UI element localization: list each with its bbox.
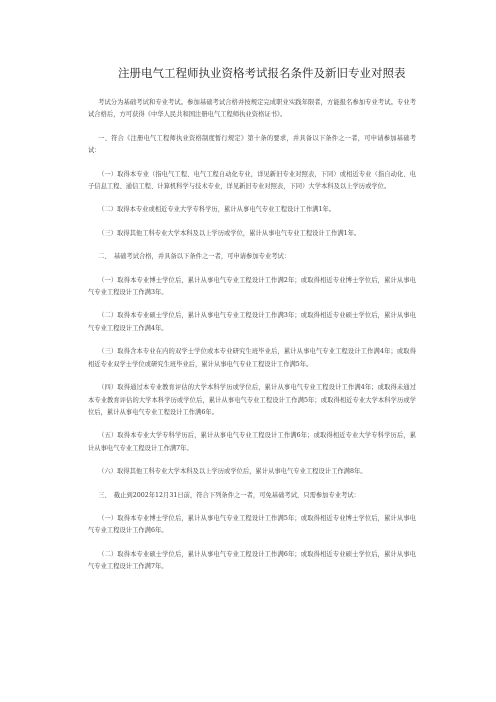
section-two-item-1: （一）取得本专业博士学位后，累计从事电气专业工程设计工作满2年；或取得相近专业博士学位后，累计从事电气专业工程设计工作满3年。: [88, 276, 416, 297]
intro-paragraph: 考试分为基础考试和专业考试。参加基础考试合格并按规定完成职业实践年限者，方能报名参加专业考试。专业考试合格后，方可获得《中华人民共和国注册电气工程师执业资格证书》。: [88, 99, 416, 119]
section-two-item-2: （二）取得本专业硕士学位后，累计从事电气专业工程设计工作满3年；或取得相近专业硕士学位后，累计从事电气专业工程设计工作满4年。: [88, 312, 416, 332]
section-one-item-1: （一）取得本专业（指电气工程、电气工程自动化专业，详见新旧专业对照表，下同）或相近专业（指自动化、电子信息工程、通信工程、计算机科学与技术专业，详见新旧专业对照表，下同）大学本科及以上学历或学位。: [88, 170, 416, 191]
section-two-item-5: （五）取得本专业大学专科学历后，累计从事电气专业工程设计工作满6年；或取得相近专业大学专科学历后，累计从事电气专业工程设计工作满7年。: [88, 432, 416, 452]
section-two-item-4: （四）取得通过本专业教育评估的大学本科学历或学位后，累计从事电气专业工程设计工作满4年；或取得未通过本专业教育评估的大学本科学历或学位后，累计从事电气专业工程设计工作满5年；或取得相近专业大学本科学历或学位后，累计从事电气专业工程设计工作满6年。: [88, 384, 416, 416]
section-one-item-2: （二）取得本专业或相近专业大学专科学历，累计从事电气专业工程设计工作满1年。: [98, 206, 336, 214]
section-three-heading: 三、 截止到2002年12月31日前，符合下列条件之一者，可免基础考试，只需参加专业考试：: [98, 491, 360, 499]
section-two-item-6: （六）取得其他工科专业大学本科及以上学历或学位后，累计从事电气专业工程设计工作满8年。: [98, 468, 367, 476]
document-title: 注册电气工程师执业资格考试报名条件及新旧专业对照表: [118, 66, 406, 80]
section-three-item-1: （一）取得本专业博士学位后，累计从事电气专业工程设计工作满5年；或取得相近专业博士学位后，累计从事电气专业工程设计工作满6年。: [88, 514, 416, 535]
section-one-item-3: （三）取得其他工科专业大学本科及以上学历或学位，累计从事电气专业工程设计工作满1年。: [98, 229, 361, 237]
section-two-item-3: （三）取得含本专业在内的双学士学位或本专业研究生班毕业后，累计从事电气专业工程设计工作满4年；或取得相近专业双学士学位或研究生班毕业后，累计从事电气专业工程设计工作满5年。: [88, 348, 416, 368]
section-three-item-2: （二）取得本专业硕士学位后，累计从事电气专业工程设计工作满6年；或取得相近专业硕士学位后，累计从事电气专业工程设计工作满7年。: [88, 550, 416, 571]
section-two-heading: 二、 基础考试合格，并具备以下条件之一者，可申请参加专业考试：: [98, 253, 291, 261]
section-one-heading: 一、符合《注册电气工程师执业资格制度暂行规定》第十条的要求，并具备以下条件之一者，可申请参加基础考试：: [88, 134, 416, 155]
